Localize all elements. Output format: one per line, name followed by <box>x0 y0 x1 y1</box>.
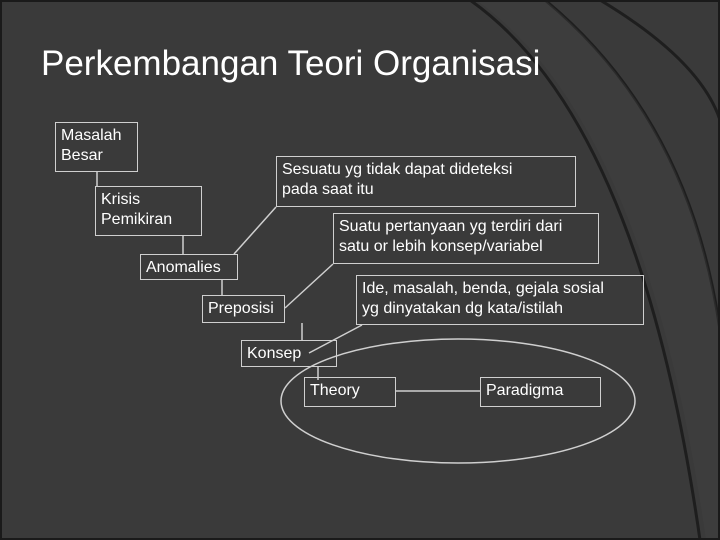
box-krisis-pemikiran: Krisis Pemikiran <box>95 186 202 236</box>
box-konsep: Konsep <box>241 340 337 367</box>
box-masalah-besar: Masalah Besar <box>55 122 138 172</box>
box-anomalies: Anomalies <box>140 254 238 280</box>
box-suatu-pertanyaan: Suatu pertanyaan yg terdiri dari satu or lebih konsep/variabel <box>333 213 599 264</box>
box-paradigma: Paradigma <box>480 377 601 407</box>
box-ide-masalah: Ide, masalah, benda, gejala sosial yg dinyatakan dg kata/istilah <box>356 275 644 325</box>
slide-title: Perkembangan Teori Organisasi <box>41 44 541 83</box>
box-theory: Theory <box>304 377 396 407</box>
box-preposisi: Preposisi <box>202 295 285 323</box>
box-sesuatu: Sesuatu yg tidak dapat dideteksi pada saat itu <box>276 156 576 207</box>
